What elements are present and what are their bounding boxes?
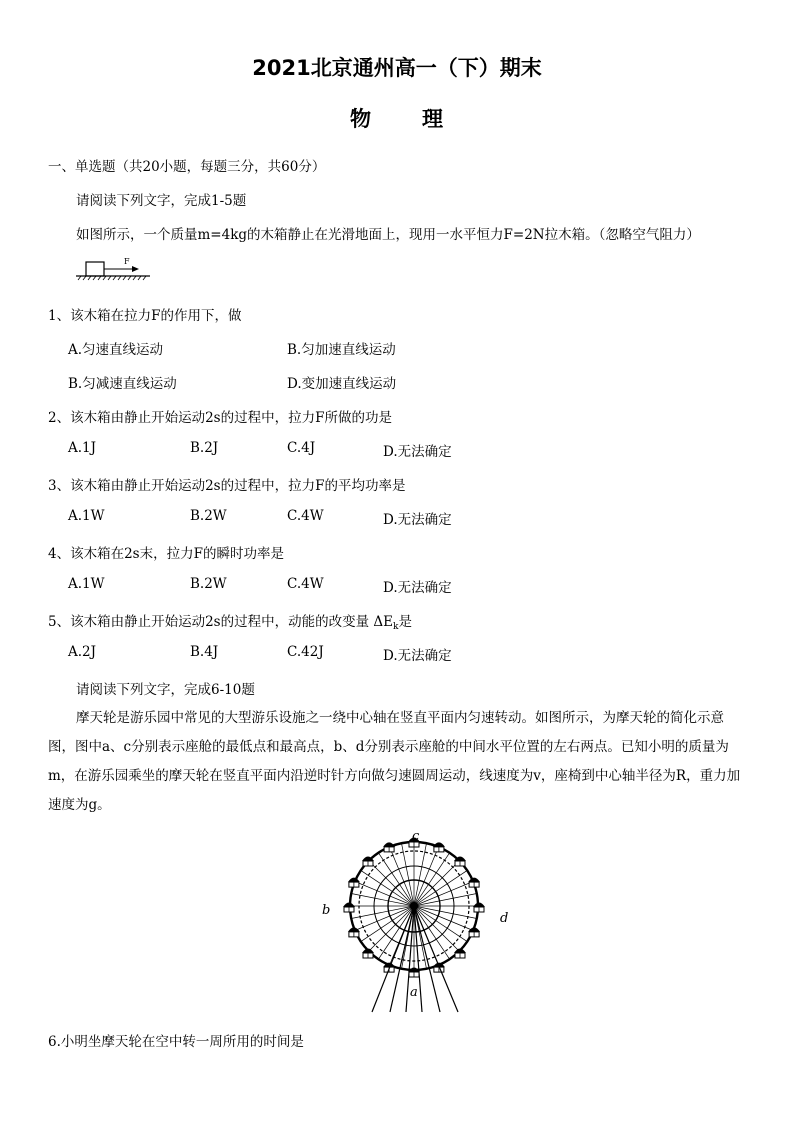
q1-option-d[interactable]: D.变加速直线运动 bbox=[287, 376, 397, 392]
label-a: a bbox=[410, 985, 418, 1000]
cabin bbox=[348, 878, 360, 888]
q3-option-c[interactable]: C.4W bbox=[287, 508, 324, 524]
q1-option-b[interactable]: B.匀加速直线运动 bbox=[287, 342, 396, 358]
spoke bbox=[414, 906, 459, 951]
page-title: 2021北京通州高一（下）期末 bbox=[252, 56, 542, 80]
q5-stem-suffix: 是 bbox=[398, 614, 412, 630]
q5-stem-prefix: 5、该木箱由静止开始运动2s的过程中，动能的改变量 ΔE bbox=[48, 614, 394, 630]
cabin bbox=[383, 842, 395, 852]
question-1-stem: 1、该木箱在拉力F的作用下，做 bbox=[48, 308, 242, 324]
spoke bbox=[369, 906, 414, 951]
q5-option-c[interactable]: C.42J bbox=[287, 644, 324, 660]
cabin bbox=[454, 949, 466, 959]
q5-option-b[interactable]: B.4J bbox=[190, 644, 219, 660]
wooden-box bbox=[86, 262, 104, 276]
passage-1: 如图所示，一个质量m=4kg的木箱静止在光滑地面上，现用一水平恒力F=2N拉木箱。（忽略空气阻力） bbox=[76, 227, 700, 243]
q3-option-b[interactable]: B.2W bbox=[190, 508, 227, 524]
box-force-diagram bbox=[72, 254, 162, 284]
section-heading: 一、单选题（共20小题，每题三分，共60分） bbox=[48, 159, 326, 175]
question-6-stem: 6.小明坐摩天轮在空中转一周所用的时间是 bbox=[48, 1034, 304, 1050]
label-b: b bbox=[322, 903, 331, 918]
ground-hatching bbox=[78, 276, 146, 280]
q2-option-c[interactable]: C.4J bbox=[287, 440, 316, 456]
q4-option-a[interactable]: A.1W bbox=[68, 576, 105, 592]
q5-stem-subscript: k bbox=[393, 622, 399, 632]
q2-option-d[interactable]: D.无法确定 bbox=[383, 444, 452, 460]
question-5-stem bbox=[48, 610, 412, 632]
reading-instruction-1: 请阅读下列文字，完成1-5题 bbox=[76, 193, 247, 209]
q4-option-c[interactable]: C.4W bbox=[287, 576, 324, 592]
q3-option-a[interactable]: A.1W bbox=[68, 508, 105, 524]
q1-option-c[interactable]: B.匀减速直线运动 bbox=[68, 376, 177, 392]
ferris-wheel-diagram bbox=[318, 826, 518, 1014]
cabin bbox=[433, 842, 445, 852]
q5-option-d[interactable]: D.无法确定 bbox=[383, 648, 452, 664]
reading-instruction-2: 请阅读下列文字，完成6-10题 bbox=[76, 682, 255, 698]
subject-char-1: 物 bbox=[350, 107, 371, 131]
q4-option-d[interactable]: D.无法确定 bbox=[383, 580, 452, 596]
q1-option-a[interactable]: A.匀速直线运动 bbox=[68, 342, 164, 358]
q5-option-a[interactable]: A.2J bbox=[68, 644, 97, 660]
subject-char-2: 理 bbox=[422, 107, 443, 131]
force-label: F bbox=[124, 257, 130, 266]
question-3-stem: 3、该木箱由静止开始运动2s的过程中，拉力F的平均功率是 bbox=[48, 478, 406, 494]
question-2-stem: 2、该木箱由静止开始运动2s的过程中，拉力F所做的功是 bbox=[48, 410, 392, 426]
question-4-stem: 4、该木箱在2s末，拉力F的瞬时功率是 bbox=[48, 546, 284, 562]
cabin bbox=[473, 903, 485, 913]
q4-option-b[interactable]: B.2W bbox=[190, 576, 227, 592]
passage-2: 摩天轮是游乐园中常见的大型游乐设施之一绕中心轴在竖直平面内匀速转动。如图所示，为摩天轮的简化示意图，图中a、c分别表示座舱的最低点和最高点，b、d分别表示座舱的中间水平位置的左右两点。已知小明的质量为m，在游乐园乘坐的摩天轮在竖直平面内沿逆时针方向做匀速圆周运动，线速度为v，座椅到中心轴半径为R，重力加速度为g。 bbox=[48, 710, 741, 813]
label-d: d bbox=[500, 911, 509, 926]
label-c: c bbox=[412, 829, 420, 844]
q3-option-d[interactable]: D.无法确定 bbox=[383, 512, 452, 528]
cabin bbox=[362, 949, 374, 959]
force-arrow-head bbox=[132, 266, 139, 272]
cabin bbox=[468, 878, 480, 888]
q2-option-b[interactable]: B.2J bbox=[190, 440, 219, 456]
q2-option-a[interactable]: A.1J bbox=[68, 440, 97, 456]
cabin bbox=[343, 903, 355, 913]
